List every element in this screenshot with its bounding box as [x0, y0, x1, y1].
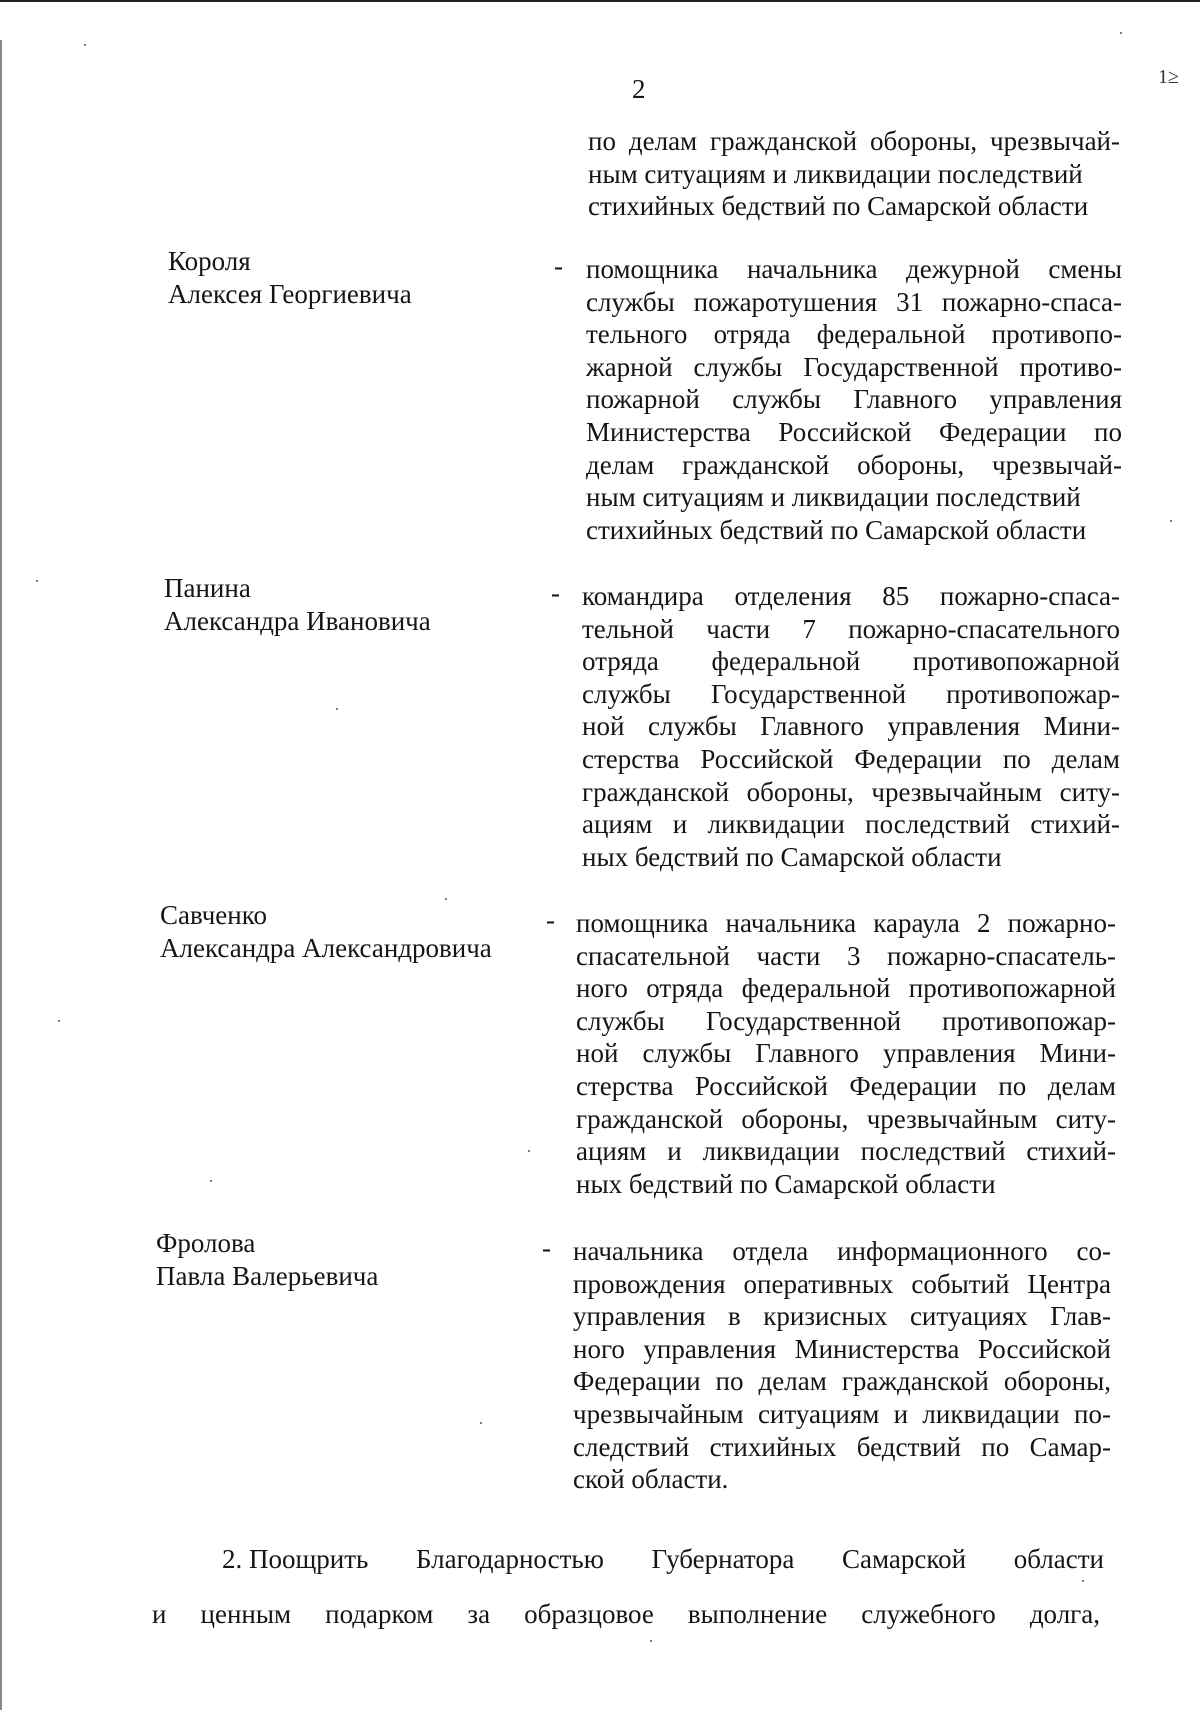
word: за — [467, 1599, 491, 1629]
corner-mark: 1≥ — [1158, 66, 1179, 88]
text-line: ациям и ликвидации последствий стихий- — [582, 809, 1120, 840]
word: Губернатора — [651, 1544, 795, 1574]
entry-description — [586, 253, 1122, 546]
scan-speck — [1082, 1580, 1084, 1582]
text-line: ного управления Министерства Российской — [573, 1333, 1111, 1364]
word: подарком — [325, 1599, 434, 1629]
word: Благодарностью — [416, 1544, 604, 1574]
given-names: Павла Валерьевича — [156, 1260, 379, 1291]
surname: Фролова — [156, 1228, 256, 1258]
given-names: Александра Ивановича — [164, 605, 431, 636]
text-line: делам гражданской обороны, чрезвычай- — [586, 449, 1122, 480]
text-line: ного отряда федеральной противопожарной — [576, 973, 1116, 1004]
text-line: провождения оперативных событий Центра — [573, 1268, 1111, 1299]
text-line: жарной службы Государственной противо- — [586, 351, 1122, 382]
text-line: начальника отдела информационного со- — [573, 1236, 1111, 1266]
text-line: стихийных бедствий по Самарской области — [588, 191, 1089, 222]
text-line: следствий стихийных бедствий по Самар- — [573, 1431, 1111, 1462]
scan-speck — [210, 1180, 212, 1182]
word: выполнение — [687, 1599, 828, 1629]
text-line: ным ситуациям и ликвидации последствий — [588, 158, 1083, 189]
text-line: ных бедствий по Самарской области — [582, 841, 1002, 872]
text-line: Министерства Российской Федерации по — [586, 416, 1122, 447]
entry-dash: - — [542, 1233, 551, 1263]
text-line: командира отделения 85 пожарно-спаса- — [582, 581, 1120, 611]
word: области — [1013, 1544, 1104, 1574]
entry-name — [164, 572, 431, 637]
entry-dash: - — [554, 251, 563, 281]
text-line: тельного отряда федеральной противопо- — [586, 319, 1122, 350]
text-line: ациям и ликвидации последствий стихий- — [576, 1136, 1116, 1167]
entry-dash: - — [546, 905, 555, 935]
scan-speck — [36, 580, 38, 582]
text-line: пожарной службы Главного управления — [586, 384, 1122, 415]
text-line: стерства Российской Федерации по делам — [576, 1070, 1116, 1101]
entry-description — [573, 1235, 1111, 1496]
word: ценным — [200, 1599, 292, 1629]
text-line: тельной части 7 пожарно-спасательного — [582, 613, 1120, 644]
text-line: чрезвычайным ситуациям и ликвидации по- — [573, 1398, 1111, 1429]
text-line: помощника начальника караула 2 пожарно- — [576, 908, 1116, 938]
scan-speck — [650, 1640, 652, 1642]
given-names: Александра Александровича — [160, 932, 492, 963]
intro-continuation — [588, 125, 1120, 223]
text-line: службы Государственной противопожар- — [576, 1005, 1116, 1036]
text-line: стерства Российской Федерации по делам — [582, 743, 1120, 774]
word: Самарской — [841, 1544, 967, 1574]
text-line: ной службы Главного управления Мини- — [576, 1038, 1116, 1069]
scan-speck — [1170, 520, 1172, 522]
text-line: Федерации по делам гражданской обороны, — [573, 1366, 1111, 1397]
entry-description — [576, 907, 1116, 1200]
given-names: Алексея Георгиевича — [168, 278, 412, 309]
text-line: помощника начальника дежурной смены — [586, 254, 1122, 284]
text-line: спасательной части 3 пожарно-спасатель- — [576, 940, 1116, 971]
text-line: управления в кризисных ситуациях Глав- — [573, 1301, 1111, 1332]
surname: Панина — [164, 573, 251, 603]
word: образцовое — [524, 1599, 654, 1629]
entry-name — [156, 1227, 378, 1292]
text-line: гражданской обороны, чрезвычайным ситу- — [576, 1103, 1116, 1134]
entry-name — [160, 899, 492, 964]
text-line: службы Государственной противопожар- — [582, 678, 1120, 709]
scan-left-edge — [0, 40, 2, 1710]
paragraph-2-line-1 — [222, 1543, 1104, 1575]
scan-top-edge — [0, 0, 1200, 2]
surname: Короля — [168, 246, 251, 276]
entry-name — [168, 245, 412, 310]
scan-speck — [480, 1422, 482, 1424]
text-line: гражданской обороны, чрезвычайным ситу- — [582, 776, 1120, 807]
scan-speck — [58, 1020, 60, 1022]
scan-speck — [84, 44, 86, 46]
text-line: ных бедствий по Самарской области — [576, 1168, 996, 1199]
surname: Савченко — [160, 900, 267, 930]
word: и — [152, 1599, 167, 1629]
entry-dash: - — [551, 578, 560, 608]
text-line: ской области. — [573, 1464, 729, 1495]
entry-description — [582, 580, 1120, 873]
text-line: службы пожаротушения 31 пожарно-спаса- — [586, 286, 1122, 317]
word: 2. Поощрить — [222, 1544, 369, 1574]
text-line: ным ситуациям и ликвидации последствий — [586, 482, 1081, 513]
word: долга, — [1029, 1599, 1100, 1629]
text-line: ной службы Главного управления Мини- — [582, 711, 1120, 742]
text-line: отряда федеральной противопожарной — [582, 646, 1120, 677]
scan-speck — [336, 708, 338, 710]
word: служебного — [861, 1599, 996, 1629]
scan-speck — [1120, 32, 1122, 34]
text-line: стихийных бедствий по Самарской области — [586, 514, 1087, 545]
page-number: 2 — [632, 74, 646, 104]
text-line: по делам гражданской обороны, чрезвычай- — [588, 126, 1120, 156]
paragraph-2-line-2 — [152, 1598, 1100, 1630]
scan-speck — [528, 1150, 530, 1152]
